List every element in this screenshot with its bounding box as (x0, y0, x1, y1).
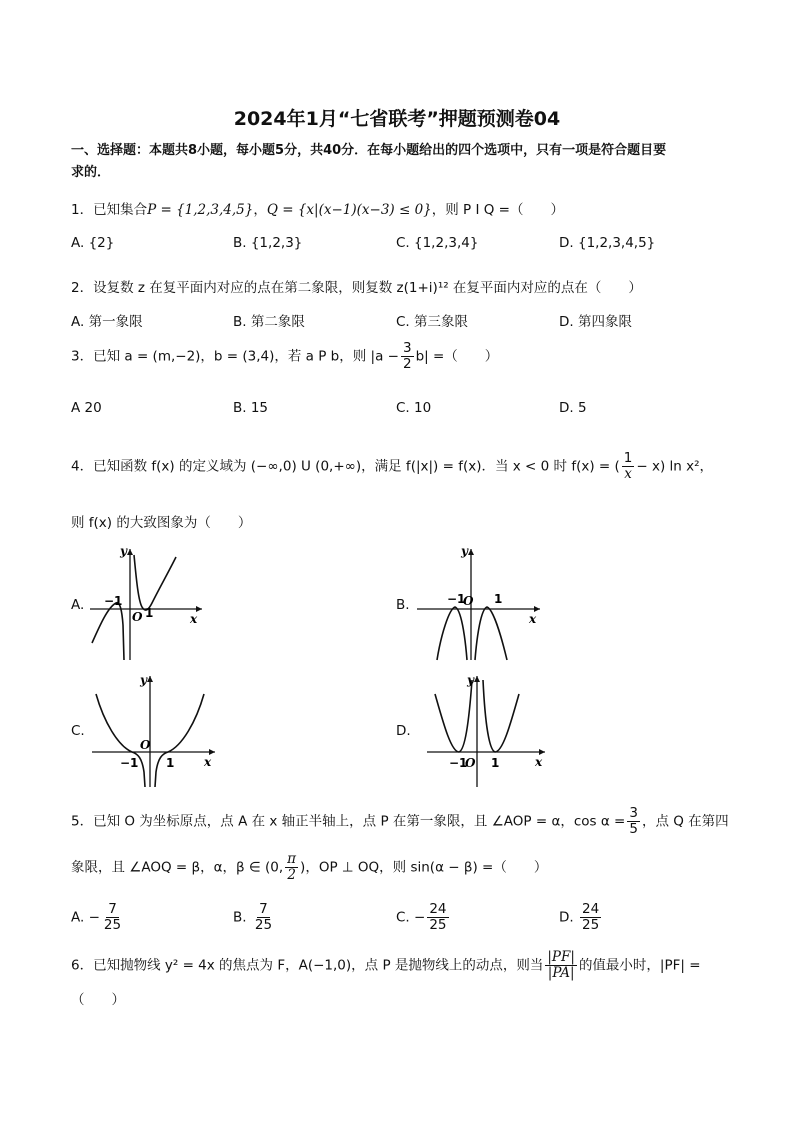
graph-a-tick-pos: 1 (145, 606, 154, 620)
q4-fraction: $\frac{1}{x}$ (623, 450, 633, 482)
q1-option-a: A. {2} (71, 235, 115, 251)
graph-d-tick-pos: 1 (491, 756, 500, 770)
q3-fraction: $\frac{3}{2}$ (402, 340, 412, 372)
q4-option-c: C. (71, 723, 85, 739)
q4-graph-a (90, 545, 205, 665)
q1-set-q: Q = {x|(x−1)(x−3) ≤ 0} (266, 202, 432, 218)
q1-option-d: D. {1,2,3,4,5} (559, 235, 656, 251)
q3-option-a: A 20 (71, 400, 102, 416)
graph-a-x-label: x (190, 612, 198, 626)
q4-graph-b (415, 545, 545, 665)
q1-prefix: 1．已知集合 (71, 202, 148, 218)
graph-b-y-label: y (461, 545, 468, 558)
graph-a-y-label: y (120, 545, 127, 558)
q1-option-b: B. {1,2,3} (233, 235, 303, 251)
graph-b-origin: O (463, 594, 474, 608)
graph-b-x-label: x (529, 612, 537, 626)
q6-fraction: $\frac{|PF|}{|PA|}$ (547, 949, 575, 981)
graph-c-origin: O (140, 738, 151, 752)
graph-a-origin: O (132, 610, 143, 624)
q5-line2 (71, 852, 547, 883)
q4-line1-suffix: − x) ln x²， (636, 458, 714, 475)
q2-option-b: B. 第二象限 (233, 314, 305, 330)
q5-line2-prefix: 象限，且 ∠AOQ = β，α，β ∈ (0, (71, 859, 284, 876)
q5-line2-suffix: )，OP ⊥ OQ，则 sin(α − β) =（ ） (300, 859, 548, 876)
q6-suffix: 的值最小时，|PF| = (578, 957, 701, 974)
graph-d-x-label: x (535, 755, 543, 769)
q1-comma: ， (253, 202, 267, 218)
graph-d-origin: O (465, 756, 476, 770)
q3-option-b: B. 15 (233, 400, 269, 416)
q5-option-b: B. $\frac{7}{25}$ (233, 901, 273, 933)
q5-option-d: D. $\frac{24}{25}$ (559, 901, 600, 933)
q3-option-c: C. 10 (396, 400, 432, 416)
q4-line1-prefix: 4．已知函数 f(x) 的定义域为 (−∞,0) U (0,+∞)，满足 f(|x|) = f(x)．当 x < 0 时 f(x) = ( (71, 458, 620, 475)
graph-c-y-label: y (140, 673, 147, 687)
q3-prefix: 3．已知 a = (m,−2)，b = (3,4)，若 a P b，则 |a − (71, 348, 399, 365)
question-6 (71, 950, 701, 981)
q1-set-p: P = {1,2,3,4,5} (147, 202, 254, 218)
q4-option-d: D. (396, 723, 411, 739)
q1-option-c: C. {1,2,3,4} (396, 235, 479, 251)
q5-line1-prefix: 5．已知 O 为坐标原点，点 A 在 x 轴正半轴上，点 P 在第一象限，且 ∠AOP = α，cos α = (71, 813, 626, 830)
question-5 (71, 806, 729, 837)
question-2: 2．设复数 z 在复平面内对应的点在第二象限，则复数 z(1+i)¹² 在复平面内对应的点在（ ） (71, 280, 642, 296)
q5-option-a: A. − $\frac{7}{25}$ (71, 901, 122, 933)
graph-c-tick-pos: 1 (166, 756, 175, 770)
graph-d-tick-neg: −1 (449, 756, 468, 770)
q4-option-a: A. (71, 597, 85, 613)
q6-prefix: 6．已知抛物线 y² = 4x 的焦点为 F，A(−1,0)，点 P 是抛物线上的动点，则当 (71, 957, 544, 974)
section-heading-line1: 一、选择题：本题共8小题，每小题5分，共40分．在每小题给出的四个选项中，只有一项是符合题目要 (71, 143, 667, 158)
q3-suffix: b| =（ ） (415, 348, 499, 365)
graph-d-y-label: y (467, 673, 474, 687)
q2-option-d: D. 第四象限 (559, 314, 632, 330)
q3-option-d: D. 5 (559, 400, 587, 416)
question-1 (71, 198, 564, 218)
question-4 (71, 451, 713, 482)
graph-a-tick-neg: −1 (104, 594, 123, 608)
q2-option-a: A. 第一象限 (71, 314, 143, 330)
q5-line1-suffix: ，点 Q 在第四 (641, 813, 729, 830)
q5-fraction-pi: $\frac{\pi}{2}$ (287, 851, 297, 883)
q5-fraction-cos: $\frac{3}{5}$ (629, 805, 638, 837)
q4-graph-d (425, 672, 550, 792)
q4-option-b: B. (396, 597, 410, 613)
q5-option-c: C. − $\frac{24}{25}$ (396, 901, 447, 933)
page-title: 2024年1月“七省联考”押题预测卷04 (233, 108, 561, 130)
q6-line2: （ ） (71, 992, 125, 1008)
question-3 (71, 341, 498, 372)
graph-c-tick-neg: −1 (120, 756, 139, 770)
q4-line2: 则 f(x) 的大致图象为（ ） (71, 515, 252, 531)
graph-b-tick-neg: −1 (447, 592, 466, 606)
q1-suffix: ，则 P I Q =（ ） (431, 202, 564, 218)
q4-graph-c (90, 672, 220, 792)
graph-c-x-label: x (204, 755, 212, 769)
section-heading-line2: 求的． (71, 165, 111, 180)
graph-b-tick-pos: 1 (494, 592, 503, 606)
q2-option-c: C. 第三象限 (396, 314, 469, 330)
